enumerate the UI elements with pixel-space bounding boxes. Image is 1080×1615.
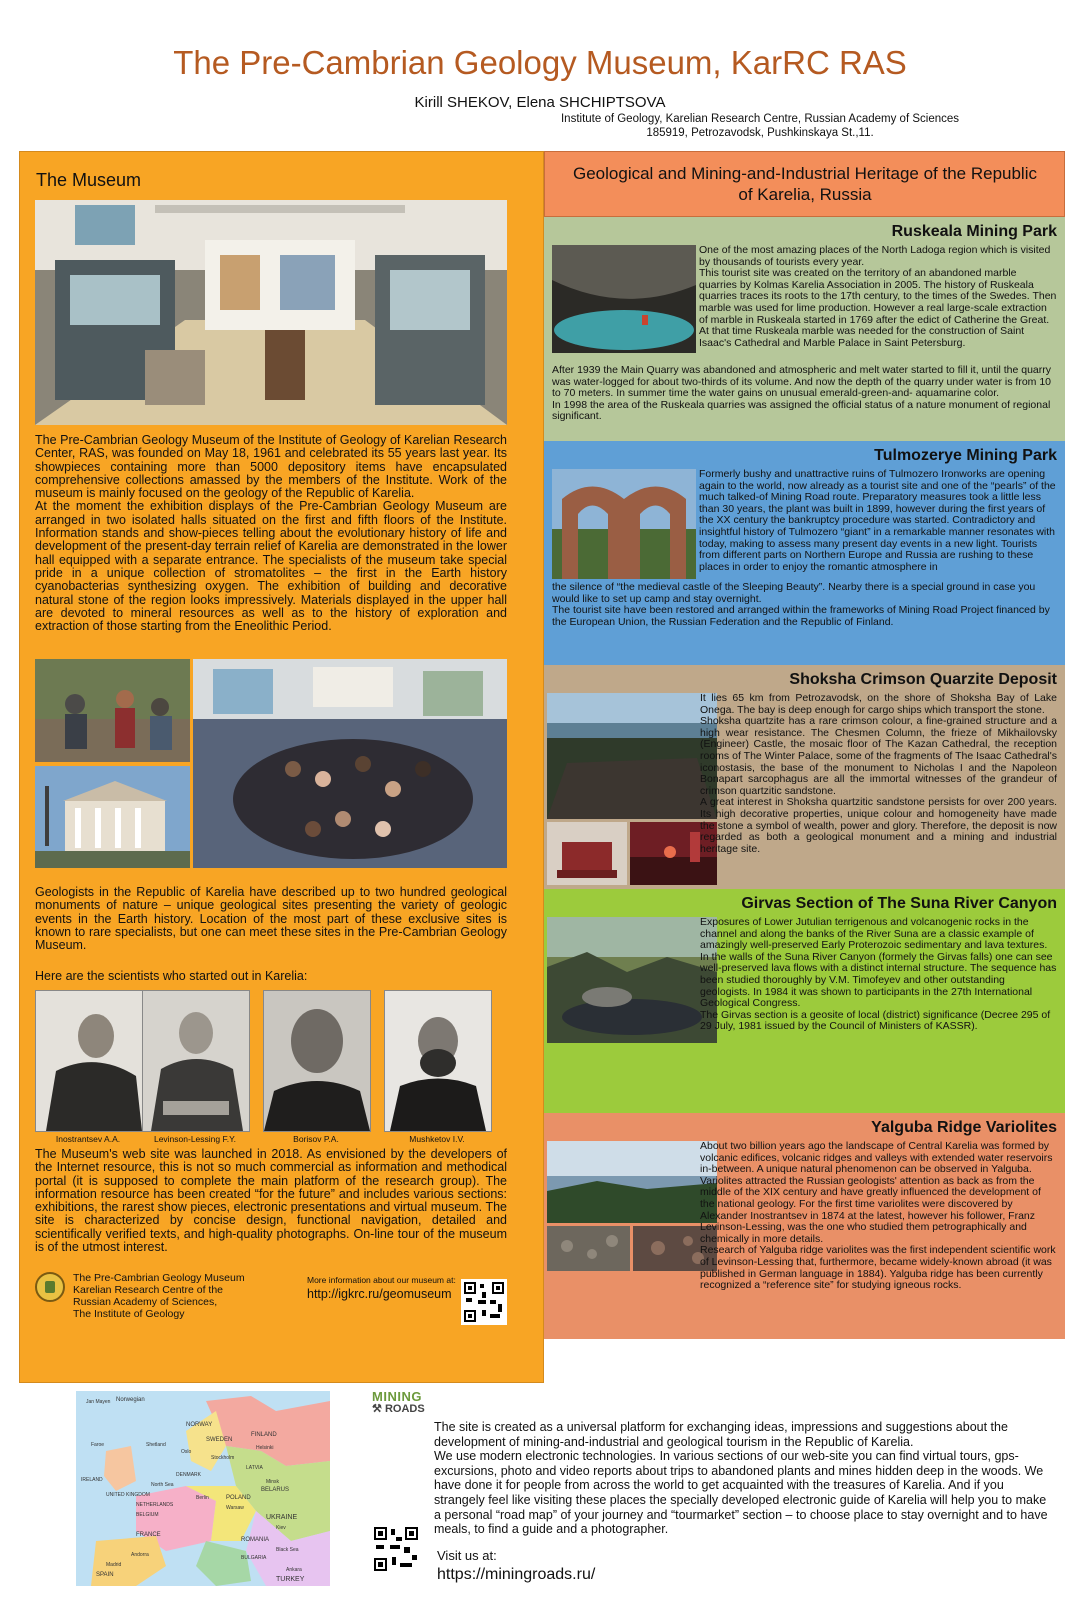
affiliation: Institute of Geology, Karelian Research Centre, Russian Academy of Sciences 185919, Petrozavodsk, Pushkinskaya St.,11.	[560, 113, 960, 139]
scientist-portrait-3	[263, 990, 371, 1132]
map-label-16: Andorra	[131, 1552, 149, 1558]
monuments-text: Geologists in the Republic of Karelia have described up to two hundred geological monuments of nature – unique geological sites presenting the variety of geologic events in the Earth history. Location of the most part of these exclusive sites is known to rare specialists, but one can meet these sites in the Pre-Cambrian Geology Museum.	[35, 885, 507, 953]
girvas-canyon-photo	[547, 917, 717, 1043]
heritage-title: Geological and Mining-and-Industrial Heritage of the Republic of Karelia, Russia	[573, 164, 1037, 204]
scientist-name-2: Levinson-Lessing F.Y.	[153, 1134, 237, 1144]
map-label-19: Warsaw	[226, 1505, 244, 1511]
map-label-25: BULGARIA	[241, 1555, 267, 1561]
yalguba-variolite-photo-1	[547, 1226, 630, 1271]
authors: Kirill SHEKOV, Elena SHCHIPTSOVA	[414, 94, 666, 111]
mining-roads-logo: MINING ⚒ ROADS	[372, 1389, 425, 1415]
map-label-20: BELARUS	[261, 1487, 290, 1493]
section-title-girvas: Girvas Section of The Suna River Canyon	[741, 895, 1057, 912]
map-label-21: Minsk	[266, 1479, 280, 1485]
mining-roads-text: The site is created as a universal platform for exchanging ideas, impressions and suggestions about the development of mining-and-industrial and geological tourism in the Republic of Karelia. We use modern electronic technologies. In various sections of our web-site you can find virtual tours, gps-excursions, photo and video reports about trips to abandoned plants and mines hidden deep in the woods. We have done it for people from across the world to get acquainted with the treasures of Karelia. And if you strangely feel like visiting these places the specially developed electronic guide of Karelia will help you to make a personal “road map” of your journey and “tourmarket” section – to choose place to stay overnight and to have meals, to find a guide and a photographer.	[434, 1420, 1048, 1537]
museum-intro: The Pre-Cambrian Geology Museum of the Institute of Geology of Karelian Research Center, RAS, was founded on May 18, 1961 and celebrated its 55 years last year. Its showpieces containing more than 5000 depository items have encapsulated comprehensive collections amassed by the members of the Institute. Work of the museum is mainly focused on the geology of the Republic of Karelia. At the moment the exhibition displays of the Pre-Cambrian Geology Museum are arranged in two isolated halls situated on the first and fifth floors of the Institute. Information stands and show-pieces telling about the evolutionary history of life and development of the present-day terrain relief of Karelia are demonstrated in the lower hall equipped with a separate entrance. The specialists of the museum take special pride in a unique collection of stromatolites – the first in the Earth history cyanobacterias synthesizing oxygen. The exhibition of building and decorative natural stone of the region looks impressively. Materials displayed in the upper hall are devoted to mineral resources as well as to the history of exploration and extraction of those starting from the Eneolithic Period.	[35, 433, 507, 634]
map-label-24: ROMANIA	[241, 1537, 270, 1543]
map-label-6: Shetland	[146, 1442, 166, 1448]
map-label-22: UKRAINE	[266, 1514, 298, 1521]
section-girvas	[544, 889, 1065, 1113]
map-label-0: Norwegian	[116, 1397, 145, 1403]
map-label-3: SWEDEN	[206, 1437, 233, 1443]
section-title-tulmozerye: Tulmozerye Mining Park	[874, 447, 1057, 464]
scientist-portrait-1	[35, 990, 143, 1132]
map-label-32: Helsinki	[256, 1445, 274, 1451]
ruskeala-photo	[552, 245, 696, 353]
pickaxe-icon: ⚒	[372, 1403, 382, 1415]
map-label-31: Stockholm	[211, 1455, 235, 1461]
section-title-shoksha: Shoksha Crimson Quarzite Deposit	[789, 671, 1057, 688]
museum-title: The Museum	[36, 170, 142, 190]
museum-logo-text: The Pre-Cambrian Geology Museum Karelian Research Centre of the Russian Academy of Sciences, The Institute of Geology	[73, 1272, 245, 1320]
scientist-name-1: Inostrantsev A.A.	[55, 1134, 121, 1144]
poster-title: The Pre-Cambrian Geology Museum, KarRC RAS	[173, 44, 907, 81]
section-tulmozerye	[544, 441, 1065, 665]
map-label-4: FINLAND	[251, 1432, 277, 1438]
map-label-10: DENMARK	[176, 1472, 202, 1478]
tulmozerye-text: Formerly bushy and unattractive ruins of Tulmozero Ironworks are opening again to the world, now already as a tourist site and one of the “pearls” of the much talked-of Mining Road route. Preparatory measures took a little less than 30 years, the plant was built in 1899, however during the first years of the XX century the bankruptcy procedure was started. Contradictory and insightful history of Tulmozero “giant” in a remarkable manner resonates with today, making to assess many present day events in a new light. Tourists from different parts on Northern Europe and Russia are rushing to these places in order to enjoy the romantic atmosphere in	[699, 468, 1056, 573]
visitors-crowd-photo	[193, 659, 507, 868]
map-label-14: SPAIN	[96, 1572, 114, 1578]
museum-panel	[19, 151, 544, 1383]
museum-url-link[interactable]: http://igkrc.ru/geomuseum	[307, 1287, 452, 1301]
map-label-28: TURKEY	[276, 1576, 305, 1583]
museum-hall-photo	[35, 200, 507, 425]
scientist-name-4: Mushketov I.V.	[409, 1134, 465, 1144]
theatre-building-photo	[35, 766, 190, 868]
heritage-panel	[544, 151, 1065, 1383]
tulmozerye-photo	[552, 469, 696, 579]
section-title-ruskeala: Ruskeala Mining Park	[891, 223, 1057, 240]
shoksha-sarcophagus-photo	[547, 822, 627, 885]
map-label-23: Kiev	[276, 1525, 286, 1531]
section-yalguba	[544, 1113, 1065, 1339]
map-label-9: UNITED KINGDOM	[106, 1492, 150, 1498]
scientist-portrait-4	[384, 990, 492, 1132]
map-label-11: NETHERLANDS	[136, 1502, 174, 1508]
map-label-30: Oslo	[181, 1449, 192, 1455]
map-label-1: Jan Mayen	[86, 1399, 111, 1405]
visit-label: Visit us at:	[437, 1548, 497, 1563]
map-label-18: POLAND	[226, 1495, 251, 1501]
europe-map	[76, 1391, 330, 1586]
map-label-5: Faroe	[91, 1442, 105, 1448]
mining-roads-url-link[interactable]: https://miningroads.ru/	[437, 1566, 596, 1583]
museum-logo-icon	[35, 1272, 65, 1302]
scientist-name-3: Borisov P.A.	[293, 1134, 339, 1144]
ruskeala-text-wide: After 1939 the Main Quarry was abandoned and atmospheric and melt water started to fill it, until the quarry was water-logged for about two-thirds of its volume. And now the depth of the quarry under water is from 10 to 70 meters. In summer time the water gains on unusual emerald-green-and- aquamarine color. In 1998 the area of the Ruskeala quarries was assigned the official status of a nature monument of regional significant.	[552, 364, 1052, 423]
mining-roads-qr-code	[372, 1525, 420, 1573]
map-label-8: IRELAND	[81, 1477, 103, 1483]
ruskeala-text: One of the most amazing places of the North Ladoga region which is visited by thousands of tourists every year. This tourist site was created on the territory of an abandoned marble quarries by Kolmas Karelia Association in 2005. The history of Ruskeala quarries traces its roots to the 17th century, to the times of the Swedes. Then marble was used for lime production. However a real large-scale extraction of marble in Ruskeala started in 1769 after the edict of Catherine the Great. At that time Ruskeala marble was needed for the construction of Saint Isaac's Cathedral and Marble Palace in Saint Petersburg.	[699, 244, 1057, 349]
more-info-label: More information about our museum at:	[307, 1275, 456, 1285]
scientist-portrait-2	[142, 990, 250, 1132]
girvas-text: Exposures of Lower Jutulian terrigenous and volcanogenic rocks in the channel and along the banks of the River Suna are a classic example of amazingly well-preserved Early Proterozoic sedimentary and lava textures. In the walls of the Suna River Canyon (formely the Girvas falls) one can see well-preserved lava flows with a distinct internal structure. The sequence has been studied thoroughly by V.M. Timofeyev and other outstanding geologists. In 1984 it was shown to participants in the 27th International Geological Congress. The Girvas section is a geosite of local (district) significance (Decree 295 of 29 July, 1981 issued by the Council of Ministers of KASSR).	[700, 916, 1057, 1033]
tulmozerye-text-wide: the silence of “the medieval castle of the Sleeping Beauty”. Nearby there is a special ground in case you would like to set up camp and stay overnight. The tourist site have been restored and arranged within the frameworks of Mining Road Project financed by the European Union, the Russian Federation and the Republic of Finland.	[552, 581, 1050, 628]
shoksha-quarry-photo	[547, 693, 717, 819]
map-label-26: Black Sea	[276, 1547, 299, 1553]
map-label-15: Madrid	[106, 1562, 122, 1568]
shoksha-text: It lies 65 km from Petrozavodsk, on the shore of Shoksha Bay of Lake Onega. The bay is deep enough for cargo ships which transport the stone. Shoksha quartzite has a rare crimson colour, a fine-grained structure and a high wear resistance. The Chesmen Column, the frieze of Mikhailovsky (Engineer) Castle, the mosaic floor of The Kazan Cathedral, the reception rooms of The Winter Palace, some of the fragments of The Isaac Cathedral's iconostasis, the base of the monument to Nicholas I and the Napoleon Bonapart sarcophagus are all the immortal witnesses of the grandeur of crimson quartzitic sandstone. A great interest in Shoksha quartzitic sandstone persists for over 200 years. Its high decorative properties, unique colour and homogeneity have made the stone a symbol of wealth, power and glory. Therefore, the deposit is now regarded as both a geological monument and a mining and industrial heritage site.	[700, 692, 1057, 855]
map-label-17: Berlin	[196, 1495, 209, 1501]
map-label-2: NORWAY	[186, 1422, 213, 1428]
yalguba-text: About two billion years ago the landscape of Central Karelia was formed by volcanic edifices, volcanic ridges and valleys with extended water reservoirs in-between. A unique natural phenomenon can be observed in Yalguba. Variolites attracted the Russian geologists' attention as back as from the middle of the XIX century and have greatly influenced the development of the national geology. For the first time variolites were discovered by Alexander Inostrantsev in 1874 at the latest, however his follower, Franz Levinson-Lessing, was the one who studied them petrographically and chemically in more details. Research of Yalguba ridge variolites was the first independent scientific work of Levinson-Lessing that, furthermore, became widely-known abroad (it was published in German language in 1884). Yalguba ridge has been currently recognized a “reference site” for studying igneous rocks.	[700, 1140, 1056, 1292]
map-label-29: LATVIA	[246, 1465, 263, 1471]
map-label-12: BELGIUM	[136, 1512, 159, 1518]
map-label-13: FRANCE	[136, 1532, 161, 1538]
map-label-27: Ankara	[286, 1567, 302, 1573]
section-shoksha	[544, 665, 1065, 889]
heritage-header	[544, 151, 1065, 217]
museum-qr-code	[461, 1279, 507, 1325]
map-label-7: North Sea	[151, 1482, 174, 1488]
yalguba-landscape-photo	[547, 1141, 717, 1223]
section-ruskeala	[544, 217, 1065, 441]
scientists-intro: Here are the scientists who started out in Karelia:	[35, 969, 308, 983]
website-text: The Museum's web site was launched in 2018. As envisioned by the developers of the Internet resource, this is not so much commercial as information and methodical portal (it is supposed to complete the main platform of the research group). The information resource has been created “for the future” and includes various sections: exhibitions, the rarest show pieces, electronic presentations and virtual museum. The site is characterized by concise design, functional navigation, detailed and scientifically verified texts, and high-quality photographs. On-line tour of the museum is of the utmost interest.	[35, 1147, 507, 1255]
section-title-yalguba: Yalguba Ridge Variolites	[871, 1119, 1057, 1136]
field-trip-photo	[35, 659, 190, 762]
